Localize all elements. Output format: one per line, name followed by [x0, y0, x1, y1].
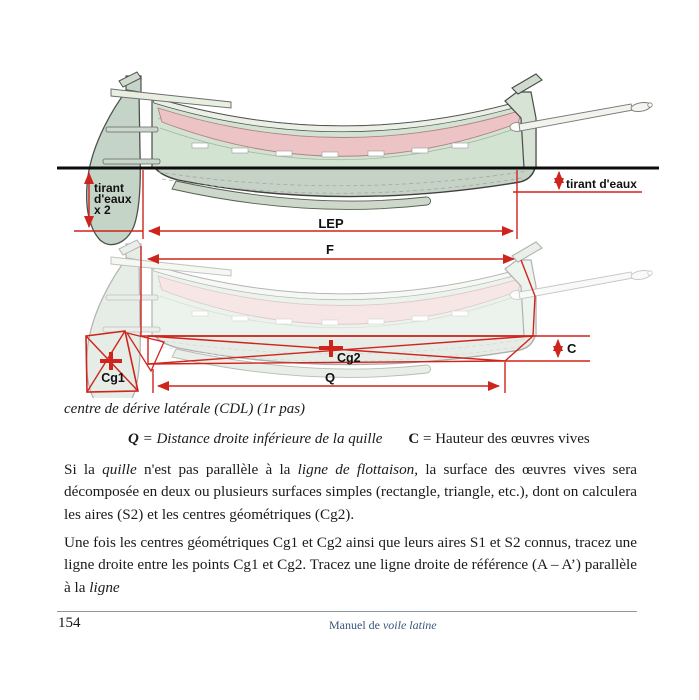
running-title-italic: voile latine — [382, 618, 437, 632]
paragraph-1 — [64, 459, 637, 526]
label-c: C — [567, 341, 577, 356]
figure-legend — [128, 431, 590, 448]
label-tirant-x2-line3: x 2 — [94, 203, 111, 217]
label-f: F — [326, 242, 334, 257]
label-tirant-x2-line1: tirant — [94, 181, 124, 195]
diagram-cdl-construction — [86, 240, 652, 398]
boat-artwork — [87, 72, 653, 245]
label-cg2: Cg2 — [337, 351, 361, 365]
p1-seg1-italic: quille — [102, 461, 137, 478]
p2-seg1-italic: ligne — [89, 578, 120, 596]
footer-rule — [57, 611, 637, 612]
legend-q-text: = Distance droite inférieure de la quille — [138, 431, 383, 447]
label-tirant-right: tirant d'eaux — [566, 177, 637, 191]
diagram-profile-lep — [57, 72, 659, 245]
p1-seg3-italic: ligne de flottaison — [297, 461, 415, 478]
running-title — [329, 618, 437, 633]
label-lep: LEP — [318, 216, 344, 231]
p1-seg0: Si la — [64, 461, 103, 478]
label-tirant-x2-line2: d'eaux — [94, 192, 132, 206]
paragraph-2 — [64, 532, 637, 599]
boat-artwork-faded — [87, 240, 653, 398]
label-q: Q — [324, 370, 336, 385]
waterline — [57, 167, 659, 170]
legend-c-symbol: C — [408, 431, 420, 447]
page-number: 154 — [58, 615, 81, 631]
running-title-roman: Manuel de — [329, 618, 383, 632]
legend-q-symbol: Q — [128, 431, 139, 447]
legend-c-text: = Hauteur des œuvres vives — [419, 431, 590, 447]
p2-seg0: Une fois les centres géométriques Cg1 et Cg2 ainsi que leurs aires S1 et S2 connus, tracez une ligne droite entre les points Cg1 et Cg2. Tracez une ligne droite de référence (A – A’) parallèle à la — [64, 534, 637, 596]
p1-seg2: n'est pas parallèle à la — [136, 461, 298, 478]
p1-seg4: , la surface des œuvres vives sera décomposée en deux ou plusieurs surfaces simples (rectangle, triangle, etc.), dont on calculera les aires (S2) et les centres géométriques (Cg2). — [64, 461, 637, 523]
label-cg1: Cg1 — [101, 371, 125, 385]
figure-caption: centre de dérive latérale (CDL) (1r pas) — [64, 401, 306, 417]
